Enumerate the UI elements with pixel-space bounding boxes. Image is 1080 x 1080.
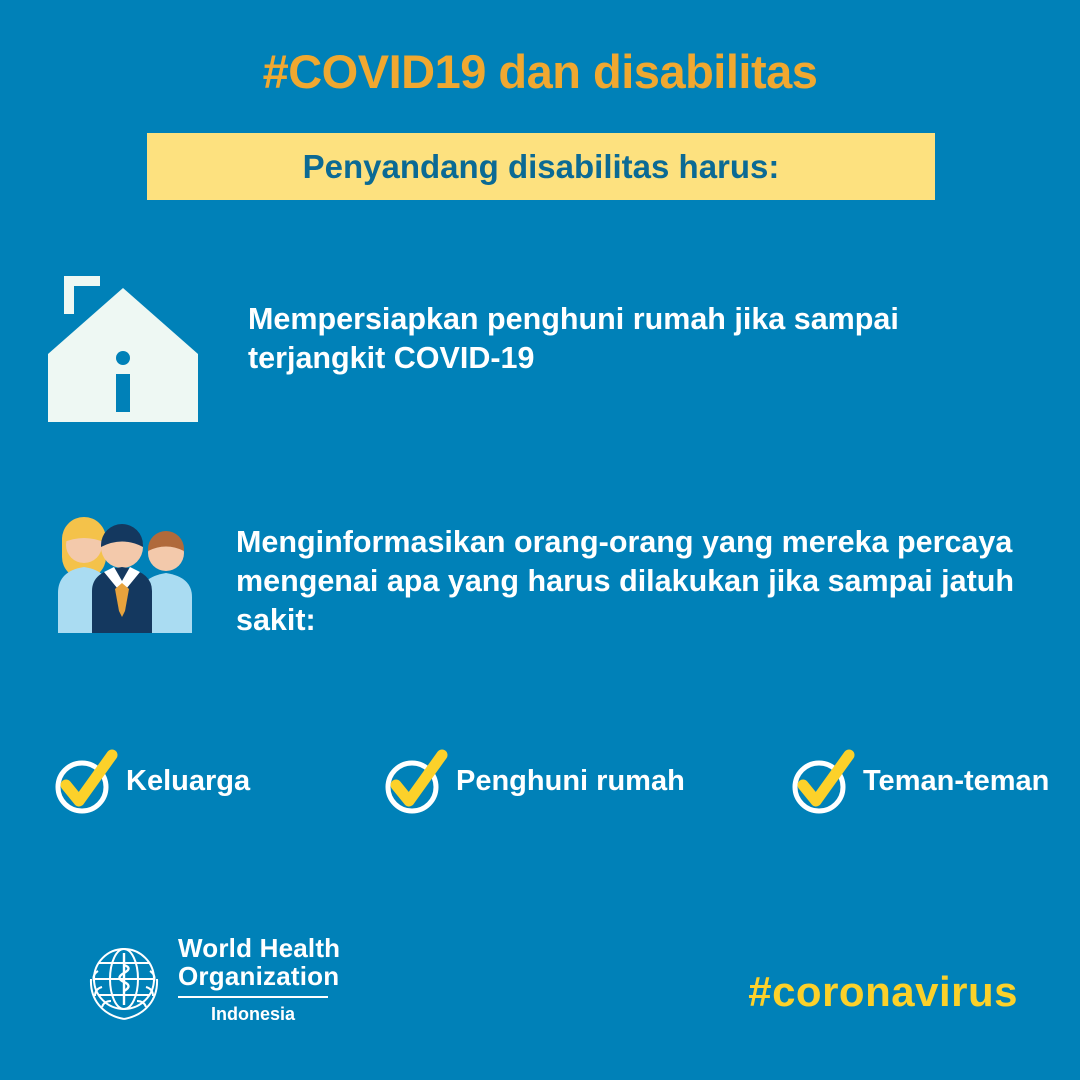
check-icon (378, 745, 450, 817)
who-name-line1: World Health (178, 933, 341, 963)
who-country: Indonesia (210, 1004, 295, 1025)
house-info-icon (38, 262, 208, 432)
check-icon (48, 745, 120, 817)
people-group-icon (18, 505, 218, 645)
who-name-line2: Organization (178, 960, 340, 991)
who-divider (178, 996, 328, 998)
subtitle-band (147, 133, 935, 200)
point-row-home (38, 262, 1038, 432)
checklist-item-penghuni-rumah (378, 745, 685, 817)
checklist-item-teman-teman (785, 745, 1049, 817)
subtitle-text: Penyandang disabilitas harus: (302, 147, 780, 185)
page-title: #COVID19 dan disabilitas (262, 45, 818, 98)
point-text-people: Menginformasikan orang-orang yang mereka percaya mengenai apa yang harus dilakukan jika sampai jatuh sakit: (236, 525, 1015, 638)
who-logo (78, 935, 408, 1055)
checklist-label: Teman-teman (863, 764, 1050, 797)
hashtag-coronavirus: #coronavirus (748, 968, 1018, 1015)
checklist-label: Keluarga (126, 764, 251, 797)
checklist-item-keluarga (48, 745, 250, 817)
point-row-people (18, 505, 1038, 645)
checklist-label: Penghuni rumah (456, 764, 685, 797)
check-icon (785, 745, 857, 817)
checklist (40, 735, 1050, 830)
point-text-home: Mempersiapkan penghuni rumah jika sampai terjangkit COVID-19 (248, 302, 899, 376)
who-wordmark (178, 935, 340, 1025)
who-emblem-icon (78, 935, 170, 1027)
